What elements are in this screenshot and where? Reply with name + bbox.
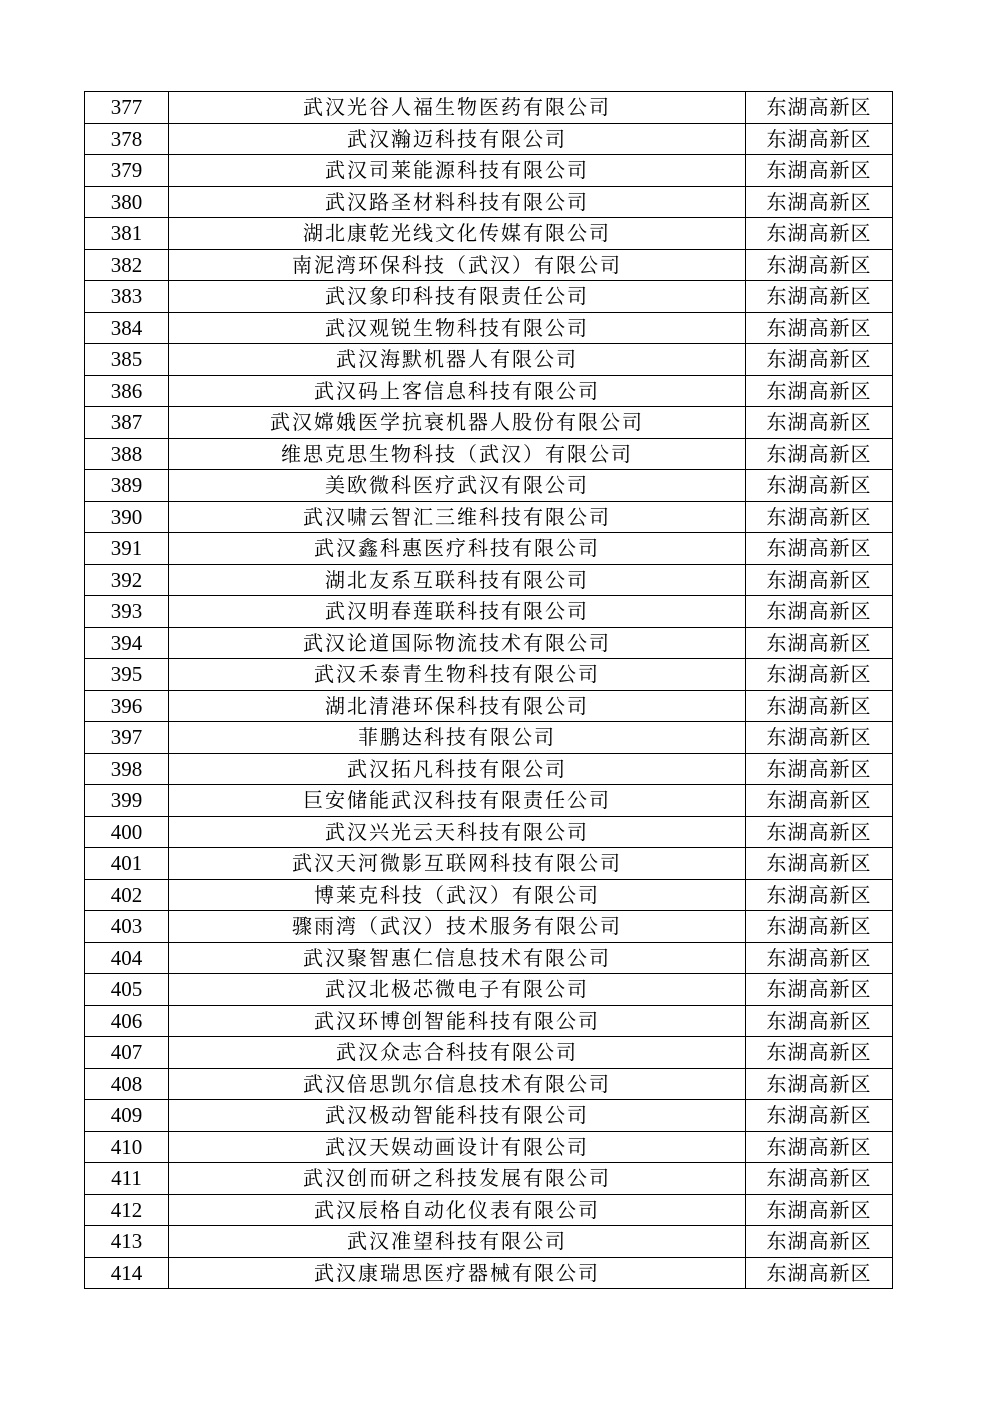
table-row — [85, 1163, 893, 1195]
company-name-cell: 武汉聚智惠仁信息技术有限公司 — [169, 942, 746, 974]
district-cell: 东湖高新区 — [746, 186, 893, 218]
district-cell: 东湖高新区 — [746, 659, 893, 691]
company-name-cell: 武汉拓凡科技有限公司 — [169, 753, 746, 785]
company-name-cell: 维思克思生物科技（武汉）有限公司 — [169, 438, 746, 470]
company-name-cell: 武汉路圣材料科技有限公司 — [169, 186, 746, 218]
company-name-cell: 武汉鑫科惠医疗科技有限公司 — [169, 533, 746, 565]
company-name-cell: 武汉明春莲联科技有限公司 — [169, 596, 746, 628]
row-number-cell: 400 — [85, 816, 169, 848]
table-row — [85, 92, 893, 124]
table-row — [85, 1257, 893, 1289]
company-name-cell: 武汉瀚迈科技有限公司 — [169, 123, 746, 155]
row-number-cell: 405 — [85, 974, 169, 1006]
district-cell: 东湖高新区 — [746, 375, 893, 407]
table-row — [85, 533, 893, 565]
district-cell: 东湖高新区 — [746, 911, 893, 943]
district-cell: 东湖高新区 — [746, 218, 893, 250]
district-cell: 东湖高新区 — [746, 722, 893, 754]
district-cell: 东湖高新区 — [746, 596, 893, 628]
table-row — [85, 155, 893, 187]
row-number-cell: 382 — [85, 249, 169, 281]
district-cell: 东湖高新区 — [746, 879, 893, 911]
district-cell: 东湖高新区 — [746, 1037, 893, 1069]
table-row — [85, 690, 893, 722]
table-row — [85, 1068, 893, 1100]
district-cell: 东湖高新区 — [746, 407, 893, 439]
district-cell: 东湖高新区 — [746, 344, 893, 376]
row-number-cell: 407 — [85, 1037, 169, 1069]
district-cell: 东湖高新区 — [746, 92, 893, 124]
table-row — [85, 407, 893, 439]
company-name-cell: 武汉倍思凯尔信息技术有限公司 — [169, 1068, 746, 1100]
company-name-cell: 武汉创而研之科技发展有限公司 — [169, 1163, 746, 1195]
row-number-cell: 414 — [85, 1257, 169, 1289]
row-number-cell: 413 — [85, 1226, 169, 1258]
table-row — [85, 375, 893, 407]
company-name-cell: 武汉天娱动画设计有限公司 — [169, 1131, 746, 1163]
table-row — [85, 848, 893, 880]
district-cell: 东湖高新区 — [746, 1005, 893, 1037]
company-name-cell: 湖北康乾光线文化传媒有限公司 — [169, 218, 746, 250]
district-cell: 东湖高新区 — [746, 1100, 893, 1132]
table-row — [85, 879, 893, 911]
company-name-cell: 南泥湾环保科技（武汉）有限公司 — [169, 249, 746, 281]
district-cell: 东湖高新区 — [746, 848, 893, 880]
district-cell: 东湖高新区 — [746, 1131, 893, 1163]
row-number-cell: 379 — [85, 155, 169, 187]
company-name-cell: 武汉光谷人福生物医药有限公司 — [169, 92, 746, 124]
row-number-cell: 404 — [85, 942, 169, 974]
company-name-cell: 武汉极动智能科技有限公司 — [169, 1100, 746, 1132]
table-row — [85, 312, 893, 344]
company-name-cell: 武汉论道国际物流技术有限公司 — [169, 627, 746, 659]
district-cell: 东湖高新区 — [746, 501, 893, 533]
table-row — [85, 722, 893, 754]
district-cell: 东湖高新区 — [746, 1257, 893, 1289]
district-cell: 东湖高新区 — [746, 1068, 893, 1100]
district-cell: 东湖高新区 — [746, 533, 893, 565]
district-cell: 东湖高新区 — [746, 155, 893, 187]
company-name-cell: 武汉象印科技有限责任公司 — [169, 281, 746, 313]
table-row — [85, 942, 893, 974]
company-name-cell: 美欧微科医疗武汉有限公司 — [169, 470, 746, 502]
company-list-body — [85, 92, 893, 1289]
row-number-cell: 384 — [85, 312, 169, 344]
company-name-cell: 武汉准望科技有限公司 — [169, 1226, 746, 1258]
district-cell: 东湖高新区 — [746, 627, 893, 659]
row-number-cell: 380 — [85, 186, 169, 218]
district-cell: 东湖高新区 — [746, 249, 893, 281]
row-number-cell: 394 — [85, 627, 169, 659]
row-number-cell: 392 — [85, 564, 169, 596]
table-row — [85, 627, 893, 659]
row-number-cell: 385 — [85, 344, 169, 376]
row-number-cell: 411 — [85, 1163, 169, 1195]
row-number-cell: 383 — [85, 281, 169, 313]
row-number-cell: 398 — [85, 753, 169, 785]
table-row — [85, 974, 893, 1006]
company-name-cell: 武汉兴光云天科技有限公司 — [169, 816, 746, 848]
district-cell: 东湖高新区 — [746, 564, 893, 596]
table-row — [85, 659, 893, 691]
row-number-cell: 377 — [85, 92, 169, 124]
district-cell: 东湖高新区 — [746, 312, 893, 344]
company-name-cell: 博莱克科技（武汉）有限公司 — [169, 879, 746, 911]
company-name-cell: 武汉禾泰青生物科技有限公司 — [169, 659, 746, 691]
row-number-cell: 402 — [85, 879, 169, 911]
district-cell: 东湖高新区 — [746, 753, 893, 785]
company-name-cell: 武汉北极芯微电子有限公司 — [169, 974, 746, 1006]
table-row — [85, 344, 893, 376]
table-row — [85, 1037, 893, 1069]
district-cell: 东湖高新区 — [746, 785, 893, 817]
district-cell: 东湖高新区 — [746, 281, 893, 313]
company-name-cell: 武汉康瑞思医疗器械有限公司 — [169, 1257, 746, 1289]
row-number-cell: 390 — [85, 501, 169, 533]
table-row — [85, 911, 893, 943]
row-number-cell: 396 — [85, 690, 169, 722]
row-number-cell: 378 — [85, 123, 169, 155]
district-cell: 东湖高新区 — [746, 470, 893, 502]
table-row — [85, 186, 893, 218]
row-number-cell: 399 — [85, 785, 169, 817]
table-row — [85, 123, 893, 155]
district-cell: 东湖高新区 — [746, 1194, 893, 1226]
company-name-cell: 菲鹏达科技有限公司 — [169, 722, 746, 754]
district-cell: 东湖高新区 — [746, 690, 893, 722]
company-name-cell: 武汉观锐生物科技有限公司 — [169, 312, 746, 344]
row-number-cell: 409 — [85, 1100, 169, 1132]
row-number-cell: 388 — [85, 438, 169, 470]
table-row — [85, 753, 893, 785]
table-row — [85, 281, 893, 313]
district-cell: 东湖高新区 — [746, 974, 893, 1006]
district-cell: 东湖高新区 — [746, 1226, 893, 1258]
district-cell: 东湖高新区 — [746, 1163, 893, 1195]
company-name-cell: 武汉码上客信息科技有限公司 — [169, 375, 746, 407]
table-row — [85, 1131, 893, 1163]
row-number-cell: 406 — [85, 1005, 169, 1037]
row-number-cell: 403 — [85, 911, 169, 943]
company-name-cell: 武汉辰格自动化仪表有限公司 — [169, 1194, 746, 1226]
company-name-cell: 湖北友系互联科技有限公司 — [169, 564, 746, 596]
row-number-cell: 391 — [85, 533, 169, 565]
table-row — [85, 1100, 893, 1132]
row-number-cell: 395 — [85, 659, 169, 691]
table-row — [85, 1194, 893, 1226]
district-cell: 东湖高新区 — [746, 123, 893, 155]
district-cell: 东湖高新区 — [746, 942, 893, 974]
company-name-cell: 武汉天河微影互联网科技有限公司 — [169, 848, 746, 880]
row-number-cell: 410 — [85, 1131, 169, 1163]
table-row — [85, 816, 893, 848]
company-name-cell: 武汉嫦娥医学抗衰机器人股份有限公司 — [169, 407, 746, 439]
table-row — [85, 1226, 893, 1258]
table-row — [85, 470, 893, 502]
table-row — [85, 564, 893, 596]
table-row — [85, 438, 893, 470]
company-name-cell: 武汉环博创智能科技有限公司 — [169, 1005, 746, 1037]
row-number-cell: 397 — [85, 722, 169, 754]
district-cell: 东湖高新区 — [746, 816, 893, 848]
row-number-cell: 389 — [85, 470, 169, 502]
table-row — [85, 218, 893, 250]
company-list-table — [84, 91, 893, 1289]
company-name-cell: 武汉啸云智汇三维科技有限公司 — [169, 501, 746, 533]
company-name-cell: 骤雨湾（武汉）技术服务有限公司 — [169, 911, 746, 943]
company-name-cell: 湖北清港环保科技有限公司 — [169, 690, 746, 722]
company-name-cell: 武汉司莱能源科技有限公司 — [169, 155, 746, 187]
company-name-cell: 武汉众志合科技有限公司 — [169, 1037, 746, 1069]
table-row — [85, 785, 893, 817]
row-number-cell: 401 — [85, 848, 169, 880]
company-name-cell: 巨安储能武汉科技有限责任公司 — [169, 785, 746, 817]
row-number-cell: 386 — [85, 375, 169, 407]
row-number-cell: 381 — [85, 218, 169, 250]
table-row — [85, 249, 893, 281]
table-row — [85, 1005, 893, 1037]
row-number-cell: 412 — [85, 1194, 169, 1226]
company-name-cell: 武汉海默机器人有限公司 — [169, 344, 746, 376]
row-number-cell: 393 — [85, 596, 169, 628]
district-cell: 东湖高新区 — [746, 438, 893, 470]
row-number-cell: 387 — [85, 407, 169, 439]
row-number-cell: 408 — [85, 1068, 169, 1100]
table-row — [85, 596, 893, 628]
table-row — [85, 501, 893, 533]
